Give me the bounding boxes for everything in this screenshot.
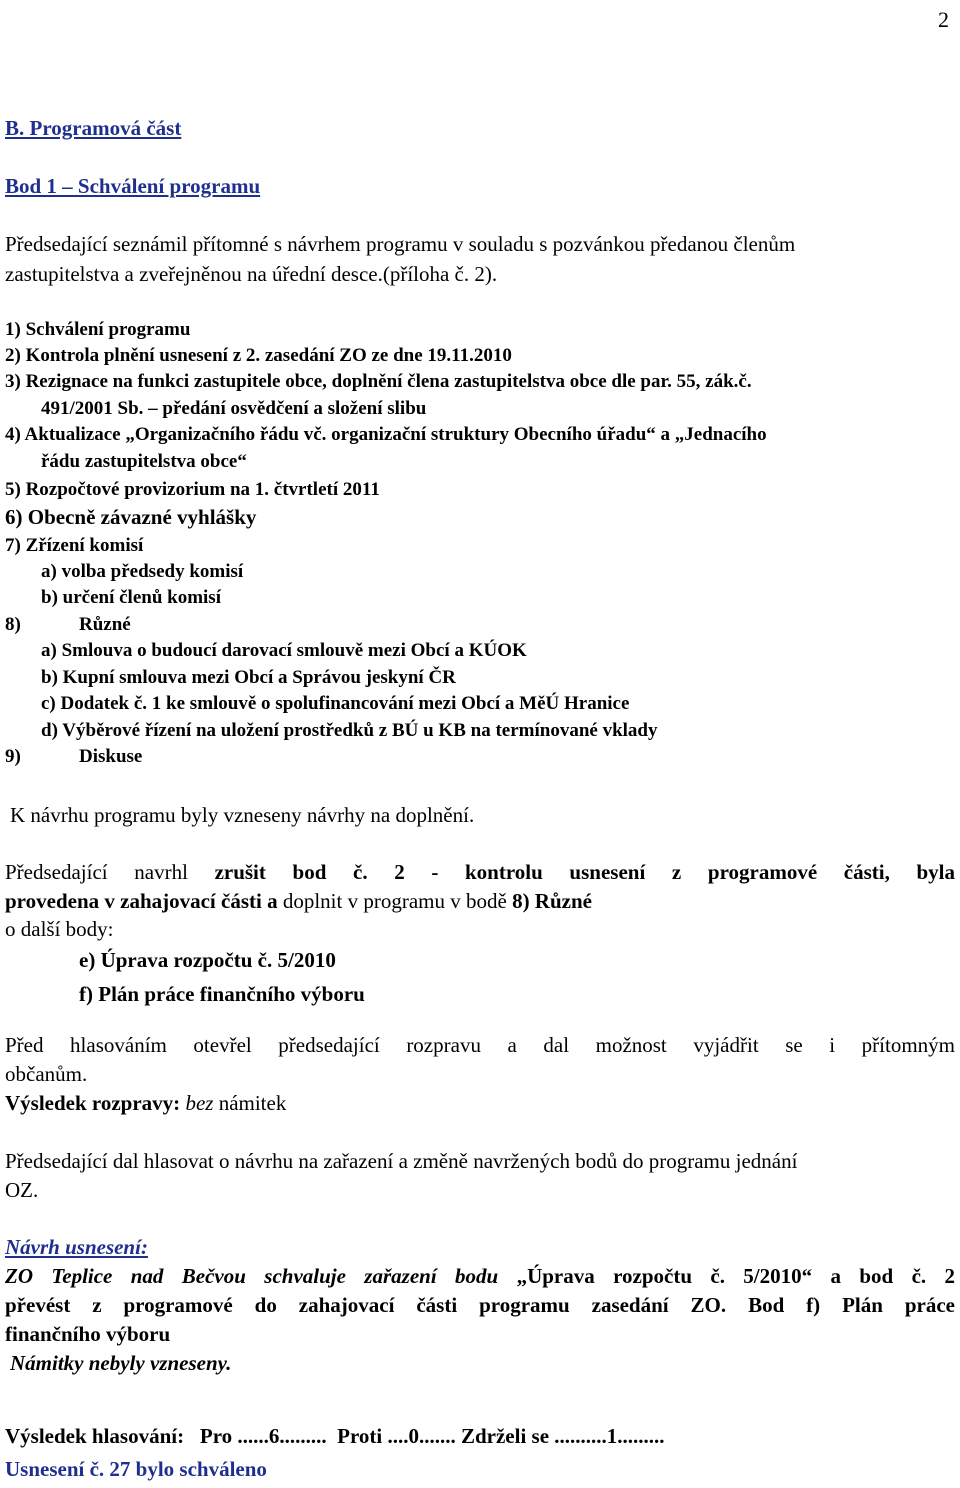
resolution-line-2: převést z programové do zahajovací části programu zasedání ZO. Bod f) Plán práce — [5, 1293, 955, 1317]
bod-heading: Bod 1 – Schválení programu — [5, 174, 261, 198]
vote-result: Výsledek hlasování: Pro ......6......... Proti ....0....... Zdrželi se ..........1......... — [5, 1424, 665, 1448]
chair-line-2 — [5, 887, 592, 915]
program-item-8-number: 8) — [5, 614, 21, 635]
program-item-9-number: 9) — [5, 746, 21, 767]
program-item-3b-number: 491/2001 Sb. — [41, 398, 144, 419]
resolution-line-1-italic: ZO Teplice nad Bečvou schvaluje zařazení bodu — [5, 1264, 517, 1288]
program-item-4b: řádu zastupitelstva obce“ — [41, 451, 247, 472]
program-item-7b: b) určení členů komisí — [41, 587, 221, 608]
program-item-7a: a) volba předsedy komisí — [41, 561, 244, 582]
added-point-e: e) Úprava rozpočtu č. 5/2010 — [79, 948, 336, 972]
resolution-line-1 — [5, 1262, 955, 1290]
chair-line-1 — [5, 858, 955, 886]
section-title: B. Programová část — [5, 116, 182, 140]
program-item-3a: 3) Rezignace na funkci zastupitele obce, doplnění člena zastupitelstva obce dle par. 55, zák.č. — [5, 371, 752, 392]
proposal-note: K návrhu programu byly vzneseny návrhy na doplnění. — [10, 803, 475, 827]
debate-result — [5, 1089, 286, 1117]
resolution-heading: Návrh usnesení: — [5, 1235, 148, 1259]
program-item-6: 6) Obecně závazné vyhlášky — [5, 505, 257, 529]
debate-result-text: námitek — [213, 1091, 287, 1115]
program-item-9-text: Diskuse — [79, 746, 143, 767]
chair-line-1-bold: zrušit bod č. 2 - kontrolu usnesení z programové části, byla — [214, 860, 955, 884]
program-item-8b: b) Kupní smlouva mezi Obcí a Správou jeskyní ČR — [41, 667, 456, 688]
program-item-8c: c) Dodatek č. 1 ke smlouvě o spolufinancování mezi Obcí a MěÚ Hranice — [41, 693, 630, 714]
program-item-3b — [41, 395, 426, 423]
program-item-2: 2) Kontrola plnění usnesení z 2. zasedání ZO ze dne 19.11.2010 — [5, 345, 512, 366]
program-item-8a: a) Smlouva o budoucí darovací smlouvě mezi Obcí a KÚOK — [41, 640, 527, 661]
debate-line-1: Před hlasováním otevřel předsedající rozpravu a dal možnost vyjádřit se i přítomným — [5, 1033, 955, 1057]
program-item-1: 1) Schválení programu — [5, 319, 191, 340]
intro-line-1: Předsedající seznámil přítomné s návrhem programu v souladu s pozvánkou předanou členům — [5, 232, 796, 256]
debate-result-label: Výsledek rozpravy: — [5, 1091, 181, 1115]
objections-note: Námitky nebyly vzneseny. — [10, 1351, 232, 1375]
chair-line-3: o další body: — [5, 917, 114, 941]
debate-line-2: občanům. — [5, 1062, 88, 1086]
program-item-7: 7) Zřízení komisí — [5, 535, 144, 556]
program-item-8d: d) Výběrové řízení na uložení prostředků z BÚ u KB na termínované vklady — [41, 720, 658, 741]
debate-result-italic: bez — [185, 1091, 214, 1115]
chair-line-2-plain: doplnit v programu v bodě — [277, 889, 513, 913]
intro-line-2: zastupitelstva a zveřejněnou na úřední desce.(příloha č. 2). — [5, 262, 498, 286]
added-point-f: f) Plán práce finančního výboru — [79, 982, 365, 1006]
program-item-8-text: Různé — [79, 614, 131, 635]
vote-call-line-2: OZ. — [5, 1178, 39, 1202]
resolution-line-1-bold: „Úprava rozpočtu č. 5/2010“ a bod č. 2 — [516, 1264, 956, 1288]
final-resolution: Usnesení č. 27 bylo schváleno — [5, 1457, 267, 1481]
resolution-line-3: finančního výboru — [5, 1322, 171, 1346]
vote-call-line-1: Předsedající dal hlasovat o návrhu na zařazení a změně navržených bodů do programu jednání — [5, 1149, 798, 1173]
chair-line-2-point: 8) Různé — [512, 889, 592, 913]
program-item-3b-text: – předání osvědčení a složení slibu — [143, 398, 427, 419]
chair-line-2-bold: provedena v zahajovací části a — [5, 889, 278, 913]
page-number: 2 — [938, 7, 949, 32]
chair-line-1-plain: Předsedající navrhl — [5, 860, 215, 884]
program-item-5: 5) Rozpočtové provizorium na 1. čtvrtletí 2011 — [5, 479, 380, 500]
program-item-4a: 4) Aktualizace „Organizačního řádu vč. organizační struktury Obecního úřadu“ a „Jednacího — [5, 424, 767, 445]
